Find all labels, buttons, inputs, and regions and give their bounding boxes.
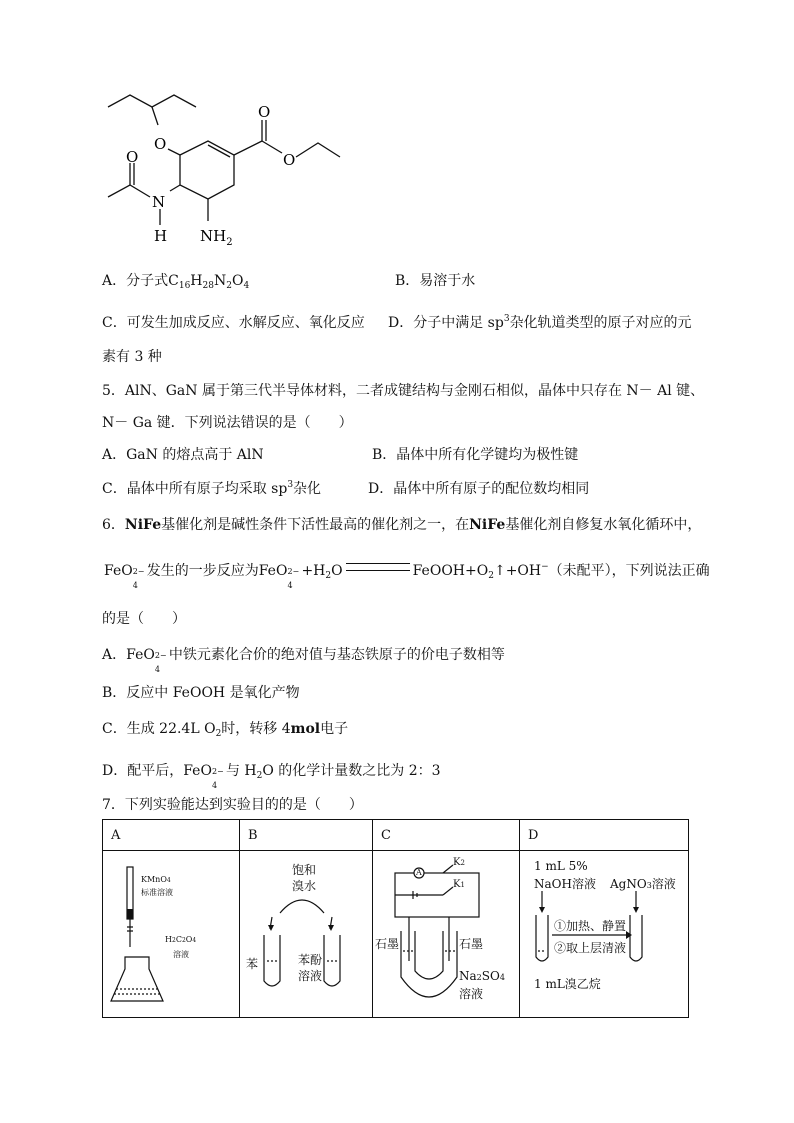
c-label-k2: K2 — [453, 857, 465, 868]
table-header-d: D — [520, 820, 689, 851]
diagram-c-cell — [373, 851, 520, 1018]
q4-option-a: A．分子式$C_{16}H_{28}N_2O_4$ — [102, 273, 250, 291]
atom-o-ether: O — [154, 135, 167, 153]
titration-diagram — [103, 851, 239, 1017]
table-header-a: A — [103, 820, 240, 851]
atom-o-ester: O — [283, 151, 296, 169]
atom-o-carbonyl: O — [258, 103, 271, 121]
diagram-a-cell — [103, 851, 240, 1018]
a-label-kmno4: KMnO4 — [141, 875, 171, 884]
q6-stem-line3: 的是（ ） — [102, 611, 186, 627]
q5-option-a: A．GaN 的熔点高于 AlN — [102, 447, 264, 463]
c-label-ammeter: A — [416, 868, 422, 877]
equals-sign-icon — [346, 563, 410, 571]
q5-stem-line1: 5．AlN、GaN 属于第三代半导体材料，二者成键结构与金刚石相似，晶体中只存在 N－ Al 键、 — [102, 383, 705, 399]
c-label-na2so4: Na2SO4 — [459, 969, 505, 983]
table-header-b: B — [240, 820, 373, 851]
q5-option-d: D．晶体中所有原子的配位数均相同 — [368, 481, 590, 497]
q6-option-a: A．FeO 2− 4 中铁元素化合价的绝对值与基态铁原子的价电子数相等 — [102, 647, 505, 674]
atom-o-acetyl: O — [126, 148, 139, 166]
molecule-structure — [100, 85, 370, 255]
d-label-1ml-5pct: 1 mL 5% — [534, 859, 588, 873]
q5-option-b: B．晶体中所有化学键均为极性键 — [372, 447, 579, 463]
diagram-b-cell — [240, 851, 373, 1018]
b-label-bromine: 溴水 — [292, 879, 317, 893]
q6-stem-line2: FeO 2− 4 发生的一步反应为FeO 2− 4 $+H_2O$ $FeOOH+O_2↑+OH^-$（未配平），下列说法正确 — [104, 562, 710, 590]
a-label-standard: 标准溶液 — [141, 888, 173, 897]
q6-stem-line1: 6．NiFe基催化剂是碱性条件下活性最高的催化剂之一，在NiFe基催化剂自修复水氧化循环中， — [102, 517, 702, 533]
atom-n: N — [152, 193, 166, 211]
electrolysis-diagram — [373, 851, 511, 1017]
q5-stem-line2: N－ Ga 键．下列说法错误的是（ ） — [102, 415, 353, 431]
c-label-solution: 溶液 — [459, 987, 484, 1001]
diagram-d-cell — [520, 851, 689, 1018]
c-label-graphite-left: 石墨 — [375, 937, 400, 951]
q7-stem: 7．下列实验能达到实验目的的是（ ） — [102, 797, 363, 813]
d-label-bromoethane: 1 mL溴乙烷 — [534, 977, 601, 991]
a-label-solution: 溶液 — [173, 950, 189, 959]
table-header-c: C — [373, 820, 520, 851]
c-label-graphite-right: 石墨 — [459, 937, 484, 951]
b-label-benzene: 苯 — [246, 957, 259, 971]
c-label-k1: K1 — [453, 879, 465, 890]
d-step-2: ②取上层清液 — [554, 941, 627, 955]
d-label-naoh: NaOH溶液 — [534, 877, 596, 891]
q4-option-c: C．可发生加成反应、水解反应、氧化反应 — [102, 315, 365, 331]
q4-option-d-cont: 素有 3 种 — [102, 349, 162, 365]
b-label-phenol-solution: 溶液 — [298, 969, 323, 983]
a-label-h2c2o4: H2C2O4 — [165, 935, 197, 944]
gas-arrow-icon: ↑ — [493, 563, 506, 579]
q5-option-c: C．晶体中所有原子均采取 $sp^3$杂化 — [102, 480, 322, 497]
q6-option-c: C．生成 22.4L $O_2$时，转移 4mol电子 — [102, 721, 349, 739]
q6-option-d: D．配平后，FeO 2− 4 与 $H_2O$ 的化学计量数之比为 2：3 — [102, 763, 441, 790]
q4-option-d: D．分子中满足 $sp^3$杂化轨道类型的原子对应的元 — [388, 314, 692, 331]
q4-option-b: B．易溶于水 — [395, 273, 476, 289]
q7-experiment-table — [102, 819, 689, 1018]
atom-nh2: $NH_2$ — [200, 227, 233, 248]
q6-option-b: B．反应中 FeOOH 是氧化产物 — [102, 685, 300, 701]
atom-h: H — [154, 227, 168, 245]
d-step-1: ①加热、静置 — [554, 919, 627, 933]
d-label-agno3: AgNO3溶液 — [610, 877, 676, 891]
b-label-phenol: 苯酚 — [298, 953, 323, 967]
b-label-saturated: 饱和 — [292, 863, 317, 877]
